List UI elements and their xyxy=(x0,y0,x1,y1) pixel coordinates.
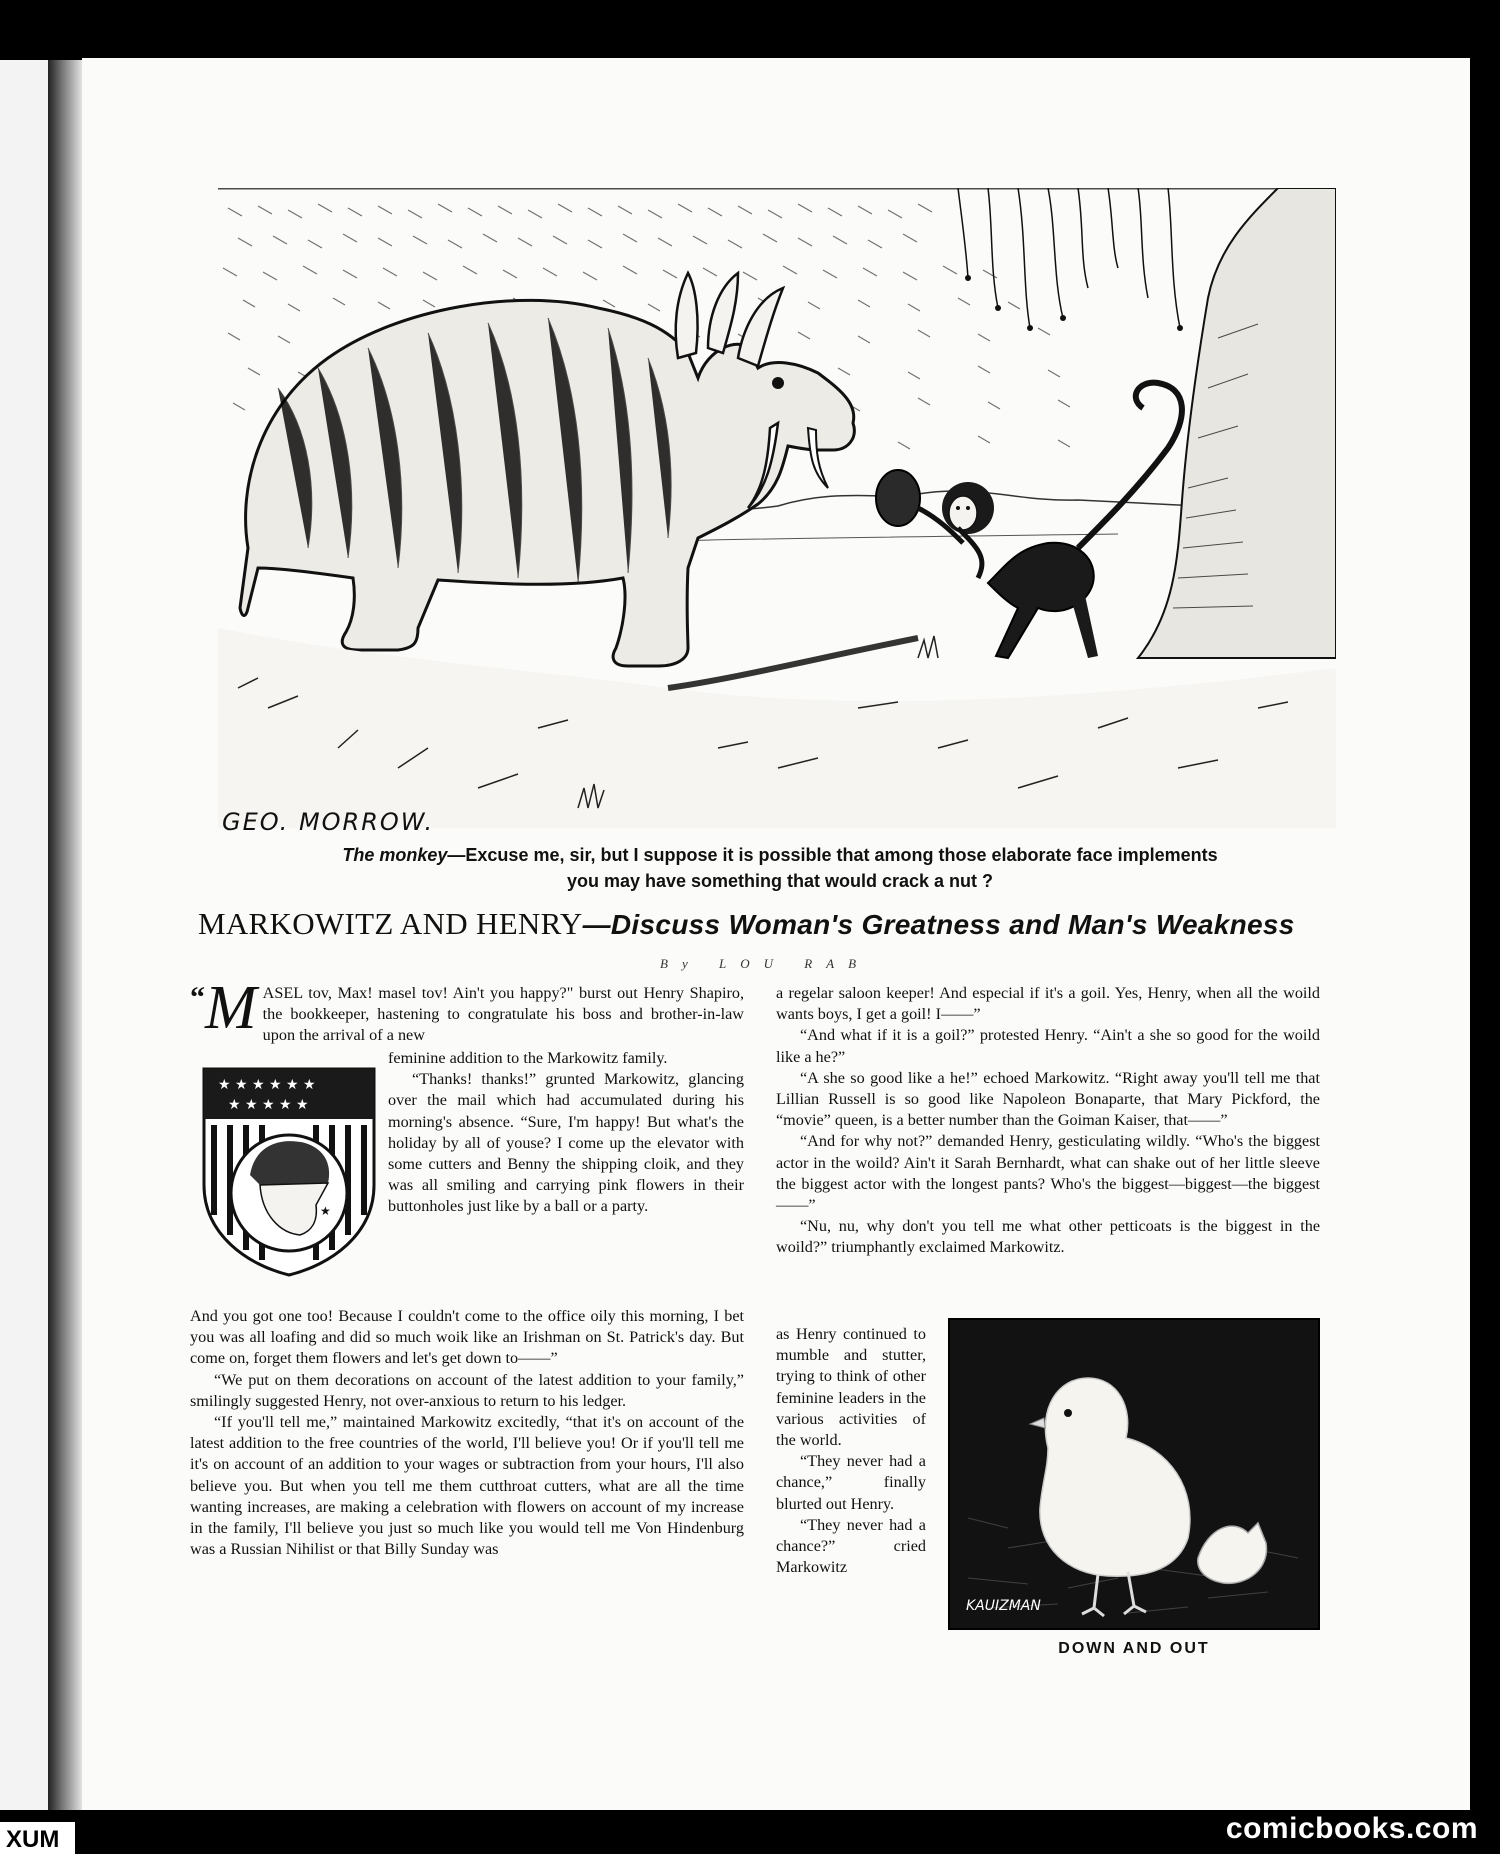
article-left-narrow xyxy=(388,1048,744,1218)
left-paragraph-1: And you got one too! Because I couldn't come to the office oily this morning, I bet you was all loafing and did so much woik like an Irishman on St. Patrick's day. But come on, forget them flowers and let's get down to——” xyxy=(190,1307,744,1368)
right-paragraph-5: “Nu, nu, why don't you tell me what other petticoats is the biggest in the woild?” triumphantly exclaimed Markowitz. xyxy=(776,1217,1320,1257)
svg-text:★ ★ ★ ★ ★: ★ ★ ★ ★ ★ xyxy=(228,1097,309,1113)
right-paragraph-2: “And what if it is a goil?” protested Henry. “Ain't a she so good for the woild like a he?” xyxy=(776,1026,1320,1066)
chick-caption: DOWN AND OUT xyxy=(1058,1640,1210,1657)
article-left-bottom xyxy=(190,1306,744,1560)
right-paragraph-4: “And for why not?” demanded Henry, gesticulating wildly. “Who's the biggest actor in the woild? Ain't it Sarah Bernhardt, what can shake out of her little sleeve the biggest actor with the longest pants? Who's the biggest—biggest—the biggest——” xyxy=(776,1132,1320,1215)
right-narrow-paragraph-2: “They never had a chance,” finally blurted out Henry. xyxy=(776,1452,926,1513)
article-intro xyxy=(190,974,744,1047)
chick-illustration xyxy=(948,1318,1320,1630)
artist-signature: GEO. MORROW. xyxy=(222,808,435,836)
right-narrow-paragraph-1: as Henry continued to mumble and stutter, trying to think of other feminine leaders in the various activities of the world. xyxy=(776,1325,926,1450)
chick-artist-signature: KAUIZMAN xyxy=(966,1598,1041,1614)
headline-title: MARKOWITZ AND HENRY xyxy=(198,906,583,941)
drop-cap: M xyxy=(205,974,257,1042)
narrow-paragraph-1: feminine addition to the Markowitz family. xyxy=(388,1049,668,1067)
headline-subtitle: —Discuss Woman's Greatness and Man's Weakness xyxy=(582,909,1295,940)
rhino-monkey-illustration xyxy=(218,188,1336,828)
right-paragraph-3: “A she so good like a he!” echoed Markowitz. “Right away you'll tell me that Lillian Russell is so good like Napoleon Bonaparte, that Mary Pickford, the “movie” queen, is a better number than the Goiman Kaiser, that——” xyxy=(776,1068,1320,1130)
microfilm-label: XUM xyxy=(0,1822,75,1854)
svg-text:★: ★ xyxy=(320,1204,331,1218)
left-paragraph-3: “If you'll tell me,” maintained Markowitz excitedly, “that it's on account of the latest addition to the free countries of the world, I'll believe you! Or if you'll tell me it's on account of an addition to your wages or subtraction from your hours, I'll also believe you. But when you tell me them cutthroat cutters, what are all the time wanting increases, are making a celebration with flowers on account of my increase in the family, I'll believe you just so much like you would tell me Von Hindenburg was a Russian Nihilist or that Billy Sunday was xyxy=(190,1413,744,1559)
caption-line-1 xyxy=(200,842,1360,868)
illustration-caption xyxy=(200,842,1360,894)
article-right-top xyxy=(776,983,1320,1259)
right-paragraph-1: a regelar saloon keeper! And especial if it's a goil. Yes, Henry, when all the woild wants boys, I get a goil! I——” xyxy=(776,984,1320,1024)
svg-text:★ ★ ★ ★ ★ ★: ★ ★ ★ ★ ★ ★ xyxy=(218,1077,316,1093)
page-gutter-shadow xyxy=(48,60,84,1810)
caption-text-1: —Excuse me, sir, but I suppose it is possible that among those elaborate face implements xyxy=(447,845,1218,865)
intro-paragraph xyxy=(190,974,744,1047)
right-narrow-paragraph-3: “They never had a chance?” cried Markowitz xyxy=(776,1515,926,1577)
byline: By LOU RAB xyxy=(660,956,871,971)
flag-shield-emblem xyxy=(200,1065,378,1277)
article-right-narrow xyxy=(776,1324,926,1578)
left-paragraph-2: “We put on them decorations on account of the latest addition to your family,” smilingly suggested Henry, not over-anxious to return to his ledger. xyxy=(190,1370,744,1410)
article-headline xyxy=(198,906,1328,942)
caption-speaker: The monkey xyxy=(342,845,448,865)
watermark: comicbooks.com xyxy=(1225,1812,1478,1845)
narrow-paragraph-2: “Thanks! thanks!” grunted Markowitz, glancing over the mail which had accumulated during his morning's absence. “Sure, I'm happy! But what's the holiday by all of youse? I come up the elevator with some cutters and Benny the shipping cloik, and they was all smiling and carrying pink flowers in their buttonholes just like by a ball or a party. xyxy=(388,1070,744,1216)
opening-quote: “ xyxy=(190,981,205,1014)
caption-line-2: you may have something that would crack a nut ? xyxy=(566,871,994,892)
intro-text: ASEL tov, Max! masel tov! Ain't you happy?" burst out Henry Shapiro, the bookkeeper, hastening to congratulate his boss and brother-in-law upon the arrival of a new xyxy=(262,984,744,1045)
